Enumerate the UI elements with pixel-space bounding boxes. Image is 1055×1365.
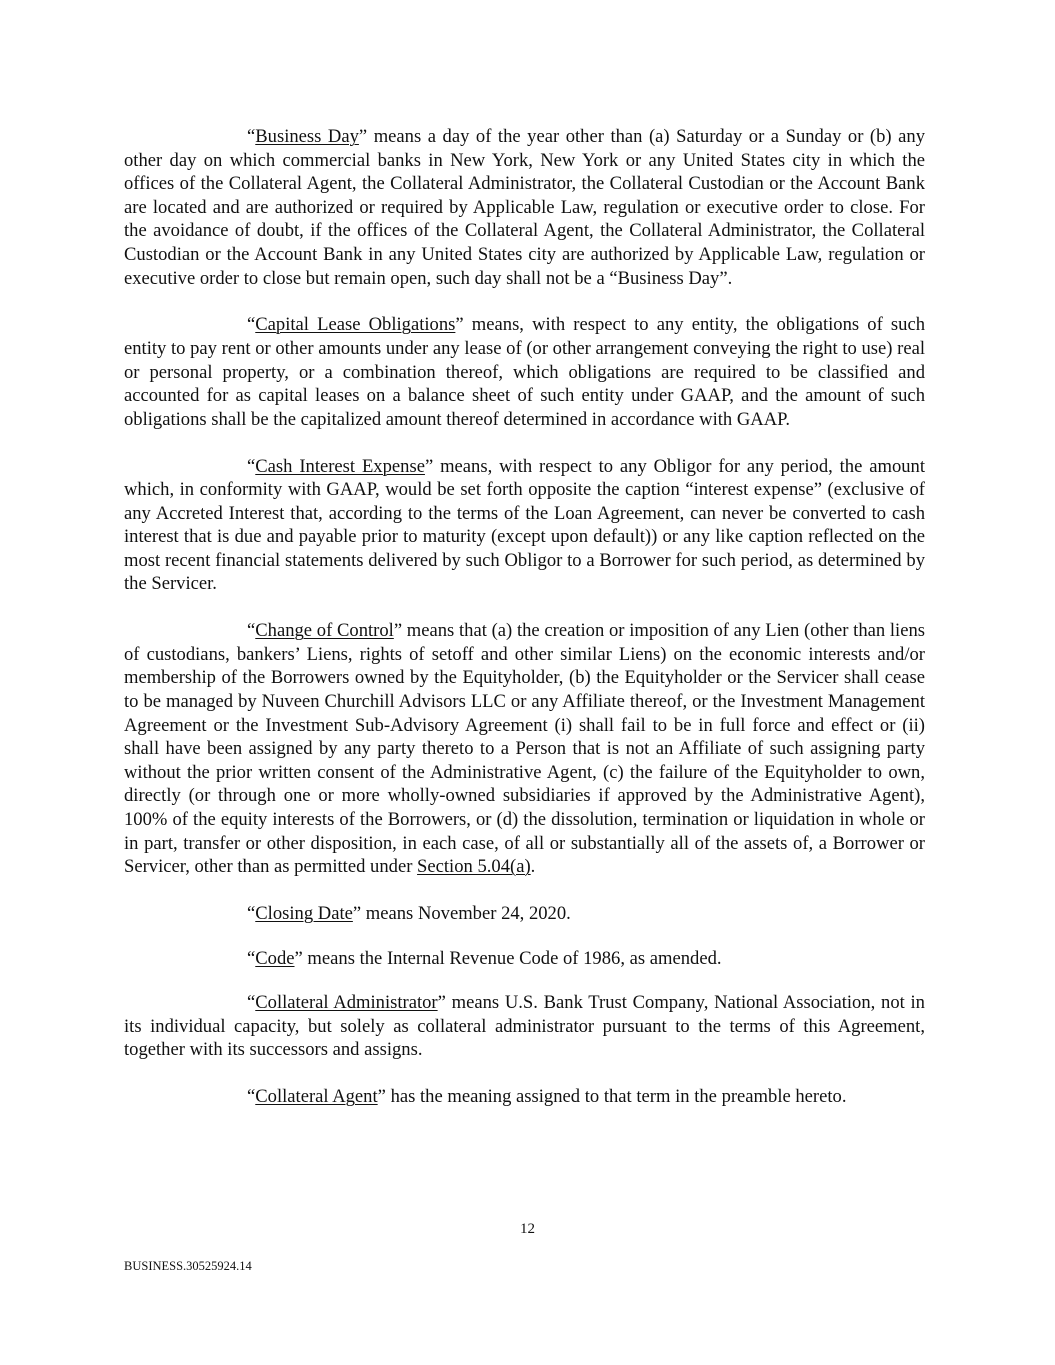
close-quote: ”: [437, 992, 446, 1014]
definition-change-of-control: [124, 619, 925, 879]
defined-term-collateral-agent: Collateral Agent: [255, 1086, 378, 1108]
definition-text: means, with respect to any entity, the obligations of such entity to pay rent or other amounts under any lease of (or other arrangement conveying the right to use) real or personal property, or a combination thereof, which obligations are required to be classified and accounted for as capital leases on a balance sheet of such entity under GAAP, and the amount of such obligations shall be the capitalized amount thereof determined in accordance with GAAP.: [124, 314, 926, 430]
defined-term-capital-lease-obligations: Capital Lease Obligations: [255, 314, 456, 336]
close-quote: ”: [455, 314, 464, 336]
definition-text: means U.S. Bank Trust Company, National Association, not in its individual capacity, but solely as collateral administrator pursuant to the terms of this Agreement, together with its successors and assigns.: [124, 992, 925, 1061]
open-quote: “: [247, 902, 256, 924]
open-quote: “: [247, 992, 256, 1014]
definition-text: means that (a) the creation or imposition of any Lien (other than liens of custodians, bankers’ Liens, rights of setoff and other similar Liens) on the economic interests and/or membership of the Borrowers owned by the Equityholder, (b) the Equityholder or the Servicer shall cease to be managed by Nuveen Churchill Advisors LLC or any Affiliate thereof, or the Investment Management Agreement or the Investment Sub-Advisory Agreement (i) shall fail to be in full force and effect or (ii) shall have been assigned by any party thereto to a Person that is not an Affiliate of such assigning party without the prior written consent of the Administrative Agent, (c) the failure of the Equityholder to own, directly (or through one or more wholly-owned subsidiaries if approved by the Administrative Agent), 100% of the equity interests of the Borrowers, or (d) the dissolution, termination or liquidation in whole or in part, transfer or other disposition, in each case, of all or substantially all of the assets of, a Borrower or Servicer, other than as permitted under: [124, 620, 925, 878]
open-quote: “: [247, 1086, 256, 1108]
document-page-body: [124, 125, 925, 1132]
document-id-footer: BUSINESS.30525924.14: [124, 1259, 252, 1273]
defined-term-business-day: Business Day: [255, 126, 359, 147]
definition-text: means November 24, 2020.: [361, 902, 571, 924]
close-quote: ”: [424, 455, 434, 477]
definition-collateral-administrator: [124, 991, 925, 1062]
defined-term-cash-interest-expense: Cash Interest Expense: [255, 455, 425, 477]
definition-code: [124, 947, 925, 971]
close-quote: ”: [393, 620, 403, 642]
definition-text: means the Internal Revenue Code of 1986, as amended.: [302, 947, 722, 969]
open-quote: “: [247, 947, 256, 969]
definition-text-end: .: [530, 856, 536, 878]
definition-cash-interest-expense: [124, 455, 925, 597]
open-quote: “: [247, 455, 256, 477]
definition-text: has the meaning assigned to that term in the preamble hereto.: [385, 1086, 847, 1108]
definition-text: means, with respect to any Obligor for any period, the amount which, in conformity with GAAP, would be set forth opposite the caption “interest expense” (exclusive of any Accreted Interest that, according to the terms of the Loan Agreement, can never be converted to cash interest that is due and payable prior to maturity (except upon default)) or any like caption reflected on the most recent financial statements delivered by such Obligor to a Borrower for such period, as determined by the Servicer.: [124, 455, 925, 595]
close-quote: ”: [358, 126, 368, 147]
open-quote: “: [247, 620, 256, 642]
defined-term-closing-date: Closing Date: [255, 902, 353, 924]
open-quote: “: [247, 126, 256, 147]
defined-term-change-of-control: Change of Control: [255, 620, 394, 642]
section-cross-reference: Section 5.04(a): [417, 856, 531, 878]
definition-business-day: [124, 125, 925, 290]
defined-term-code: Code: [255, 947, 295, 969]
close-quote: ”: [377, 1086, 386, 1108]
close-quote: ”: [352, 902, 362, 924]
definition-closing-date: [124, 902, 925, 926]
open-quote: “: [247, 314, 256, 336]
definition-collateral-agent: [124, 1085, 925, 1109]
definition-text: means a day of the year other than (a) Saturday or a Sunday or (b) any other day on which commercial banks in New York, New York or any United States city in which the offices of the Collateral Agent, the Collateral Administrator, the Collateral Custodian or the Account Bank are located and are authorized or required by Applicable Law, regulation or executive order to close. For the avoidance of doubt, if the offices of the Collateral Agent, the Collateral Administrator, the Collateral Custodian or the Account Bank in any United States city are authorized by Applicable Law, regulation or executive order to close but remain open, such day shall not be a “Business Day”.: [124, 126, 925, 289]
defined-term-collateral-administrator: Collateral Administrator: [255, 992, 438, 1014]
definition-capital-lease-obligations: [124, 313, 925, 431]
close-quote: ”: [294, 947, 303, 969]
page-number: 12: [520, 1221, 535, 1237]
